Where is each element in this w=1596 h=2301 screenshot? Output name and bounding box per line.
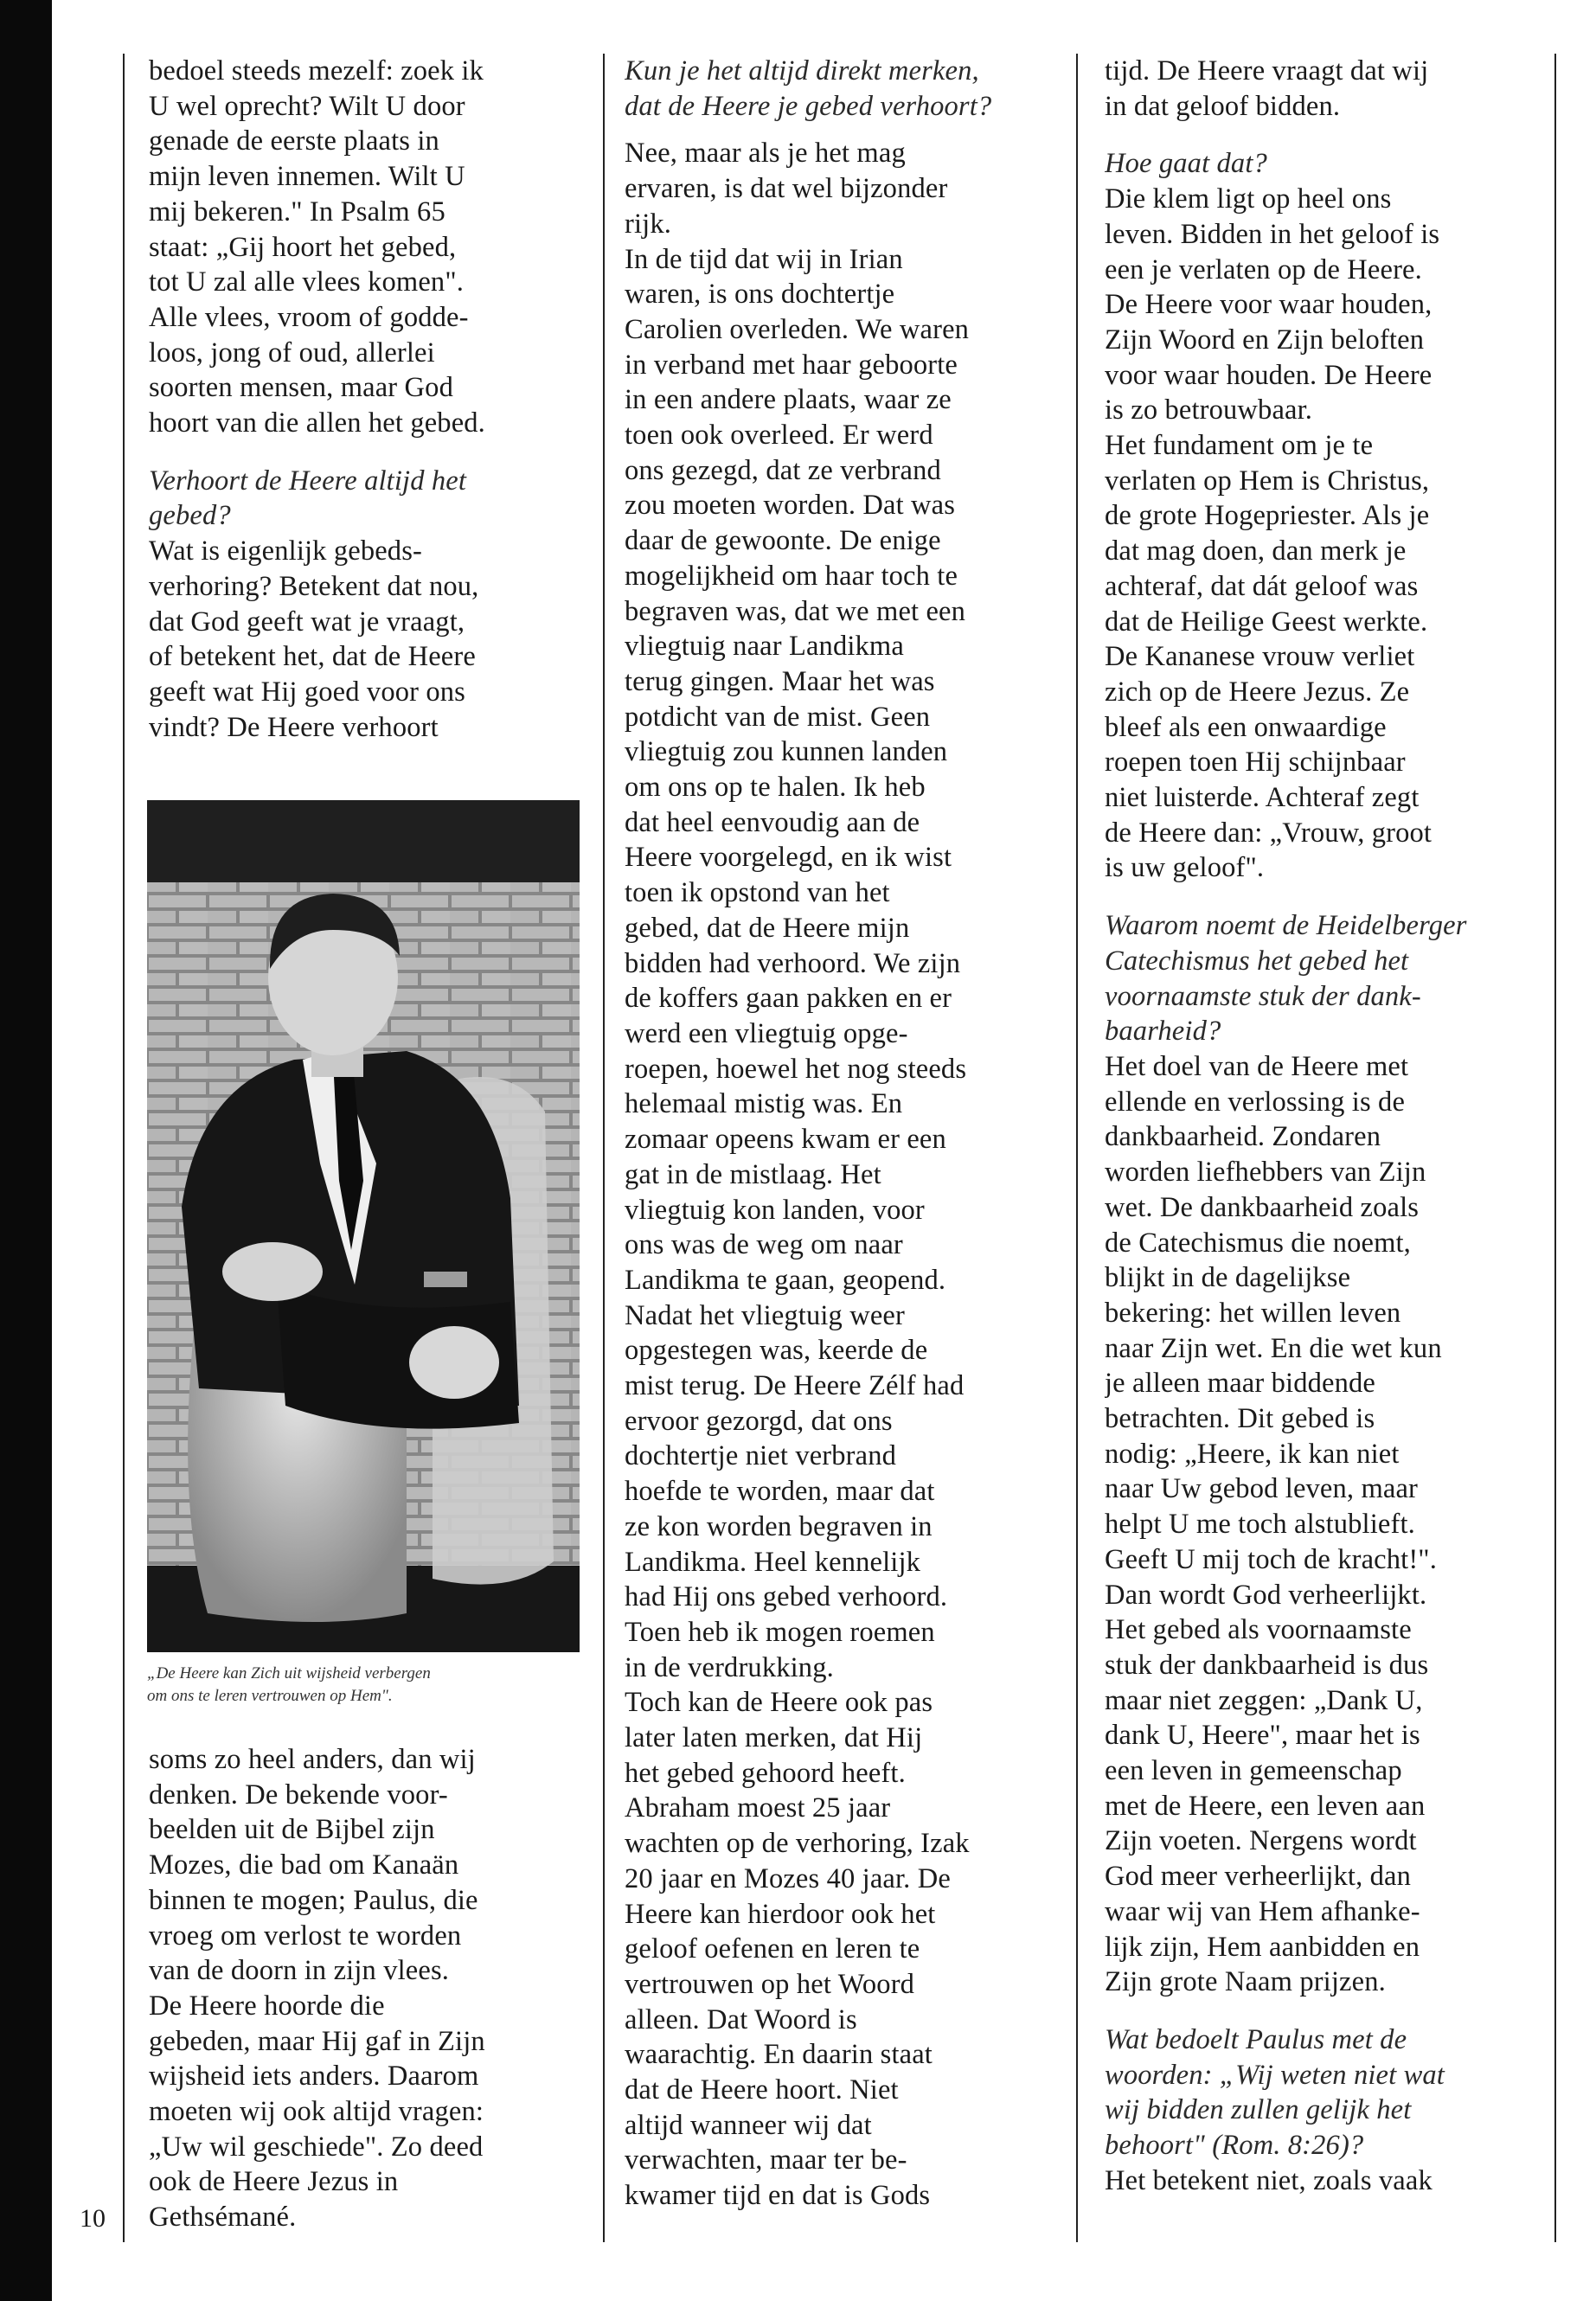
text-line: beelden uit de Bijbel zijn — [149, 1814, 435, 1846]
paragraph-gap — [1105, 886, 1546, 908]
text-line: ze kon worden begraven in — [625, 1510, 933, 1542]
paragraph-gap — [1105, 2000, 1546, 2022]
question-line: gebed? — [149, 500, 231, 532]
text-line: of betekent het, dat de Heere — [149, 641, 476, 673]
text-line: gat in de mistlaag. Het — [625, 1158, 881, 1190]
page-edge-bar — [0, 0, 52, 2301]
text-line: een je verlaten op de Heere. — [1105, 253, 1422, 285]
text-line: potdicht van de mist. Geen — [625, 701, 931, 733]
question-line: Verhoort de Heere altijd het — [149, 465, 467, 497]
text-line: begraven was, dat we met een — [625, 595, 966, 627]
text-line: moeten wij ook altijd vragen: — [149, 2096, 484, 2128]
text-line: dat de Heere hoort. Niet — [625, 2074, 899, 2106]
text-line: vertrouwen op het Woord — [625, 1968, 915, 2000]
text-line: Dan wordt God verheerlijkt. — [1105, 1579, 1427, 1611]
text-line: Heere kan hierdoor ook het — [625, 1898, 936, 1930]
text-line: opgestegen was, keerde de — [625, 1335, 928, 1367]
text-line: vroeg om verlost te worden — [149, 1920, 462, 1952]
text-line: soms zo heel anders, dan wij — [149, 1744, 476, 1775]
question-line: Catechismus het gebed het — [1105, 945, 1409, 977]
paragraph-gap — [1105, 124, 1546, 146]
column-rule-left — [123, 54, 125, 2242]
text-line: mist terug. De Heere Zélf had — [625, 1370, 965, 1402]
text-line: de Catechismus die noemt, — [1105, 1227, 1411, 1259]
text-line: een leven in gemeenschap — [1105, 1755, 1402, 1787]
text-line: dank U, Heere", maar het is — [1105, 1720, 1420, 1752]
text-line: terug gingen. Maar het was — [625, 665, 935, 697]
caption-line-2: om ons te leren vertrouwen op Hem". — [147, 1687, 393, 1705]
text-line: stuk der dankbaarheid is dus — [1105, 1649, 1429, 1681]
text-line: dat de Heilige Geest werkte. — [1105, 606, 1428, 638]
text-line: mogelijkheid om haar toch te — [625, 560, 958, 592]
text-line: is zo betrouwbaar. — [1105, 394, 1313, 426]
text-line: Nadat het vliegtuig weer — [625, 1299, 905, 1331]
text-line: betrachten. Dit gebed is — [1105, 1403, 1375, 1435]
text-line: Het doel van de Heere met — [1105, 1050, 1409, 1082]
text-line: Nee, maar als je het mag — [625, 138, 906, 170]
question-line: voornaamste stuk der dank- — [1105, 980, 1421, 1012]
question-line: wij bidden zullen gelijk het — [1105, 2094, 1412, 2126]
photo-man-in-chair — [147, 800, 580, 1652]
text-line: tijd. De Heere vraagt dat wij — [1105, 55, 1429, 87]
text-line: soorten mensen, maar God — [149, 372, 453, 404]
text-line: ons was de weg om naar — [625, 1229, 903, 1261]
text-line: In de tijd dat wij in Irian — [625, 243, 903, 275]
text-line: in de verdrukking. — [625, 1651, 834, 1683]
text-line: ervoor gezorgd, dat ons — [625, 1405, 893, 1437]
text-line: in verband met haar geboorte — [625, 349, 958, 381]
text-line: waarachtig. En daarin staat — [625, 2039, 933, 2071]
text-line: Zijn grote Naam prijzen. — [1105, 1966, 1386, 1998]
text-line: God meer verheerlijkt, dan — [1105, 1861, 1412, 1893]
text-line: zou moeten worden. Dat was — [625, 490, 956, 522]
text-line: vliegtuig zou kunnen landen — [625, 736, 948, 768]
text-line: dat heel eenvoudig aan de — [625, 806, 920, 838]
text-line: denken. De bekende voor- — [149, 1779, 448, 1811]
text-line: nodig: „Heere, ik kan niet — [1105, 1438, 1400, 1470]
text-line: om ons op te halen. Ik heb — [625, 772, 926, 804]
text-line: toen ik opstond van het — [625, 877, 890, 909]
text-line: is uw geloof". — [1105, 852, 1265, 884]
text-line: geeft wat Hij goed voor ons — [149, 676, 465, 708]
text-line: de grote Hogepriester. Als je — [1105, 500, 1430, 532]
text-line: rijk. — [625, 208, 672, 240]
question-line: Hoe gaat dat? — [1105, 148, 1267, 180]
text-line: blijkt in de dagelijkse — [1105, 1262, 1351, 1294]
paragraph-gap — [149, 441, 573, 464]
text-line: bidden had verhoord. We zijn — [625, 947, 961, 979]
text-line: leven. Bidden in het geloof is — [1105, 218, 1440, 250]
text-line: mij bekeren." In Psalm 65 — [149, 195, 445, 228]
text-line: ellende en verlossing is de — [1105, 1086, 1406, 1118]
text-line: bedoel steeds mezelf: zoek ik — [149, 55, 484, 87]
text-line: wachten op de verhoring, Izak — [625, 1828, 970, 1860]
text-line: verhoring? Betekent dat nou, — [149, 570, 479, 602]
column-1-top — [149, 54, 573, 745]
text-line: maar niet zeggen: „Dank U, — [1105, 1684, 1423, 1716]
column-rule-1 — [603, 54, 605, 2242]
text-line: voor waar houden. De Heere — [1105, 359, 1433, 391]
text-line: „Uw wil geschiede". Zo deed — [149, 2131, 484, 2163]
text-line: lijk zijn, Hem aanbidden en — [1105, 1931, 1420, 1963]
text-line: alleen. Dat Woord is — [625, 2003, 857, 2035]
question-line: Kun je het altijd direkt merken, — [625, 55, 979, 87]
text-line: verwachten, maar ter be- — [625, 2144, 907, 2176]
text-line: roepen toen Hij schijnbaar — [1105, 747, 1406, 779]
text-line: altijd wanneer wij dat — [625, 2109, 872, 2141]
text-line: wet. De dankbaarheid zoals — [1105, 1191, 1420, 1223]
text-line: De Heere hoorde die — [149, 1990, 385, 2022]
text-line: bekering: het willen leven — [1105, 1297, 1401, 1329]
text-line: vliegtuig kon landen, voor — [625, 1194, 925, 1226]
text-line: met de Heere, een leven aan — [1105, 1790, 1426, 1822]
text-line: Landikma te gaan, geopend. — [625, 1264, 946, 1296]
text-line: vliegtuig naar Landikma — [625, 631, 904, 663]
text-line: het gebed gehoord heeft. — [625, 1757, 906, 1789]
text-line: later laten merken, dat Hij — [625, 1722, 923, 1754]
text-line: helpt U me toch alstublieft. — [1105, 1509, 1415, 1541]
text-line: Wat is eigenlijk gebeds- — [149, 535, 422, 567]
text-line: dat God geeft wat je vraagt, — [149, 606, 465, 638]
text-line: Geeft U mij toch de kracht!". — [1105, 1543, 1438, 1575]
text-line: Alle vlees, vroom of godde- — [149, 301, 469, 333]
text-line: genade de eerste plaats in — [149, 125, 439, 157]
text-line: Toen heb ik mogen roemen — [625, 1616, 935, 1648]
text-line: Zijn voeten. Nergens wordt — [1105, 1825, 1417, 1857]
text-line: van de doorn in zijn vlees. — [149, 1955, 450, 1987]
text-line: tot U zal alle vlees komen". — [149, 266, 465, 298]
text-line: ervaren, is dat wel bijzonder — [625, 173, 948, 205]
text-line: daar de gewoonte. De enige — [625, 525, 941, 557]
column-1-bottom — [149, 1742, 573, 2235]
text-line: Abraham moest 25 jaar — [625, 1792, 891, 1824]
text-line: geloof oefenen en leren te — [625, 1933, 920, 1965]
text-line: waar wij van Hem afhanke- — [1105, 1895, 1420, 1927]
question-line: baarheid? — [1105, 1016, 1221, 1048]
text-line: roepen, hoewel het nog steeds — [625, 1053, 967, 1085]
photo-caption — [147, 1663, 580, 1708]
text-line: toen ook overleed. Er werd — [625, 420, 933, 452]
text-line: gebeden, maar Hij gaf in Zijn — [149, 2025, 485, 2057]
text-line: Die klem ligt op heel ons — [1105, 183, 1392, 215]
text-line: Landikma. Heel kennelijk — [625, 1546, 921, 1578]
text-line: waren, is ons dochtertje — [625, 279, 895, 311]
text-line: Het fundament om je te — [1105, 430, 1374, 462]
text-line: dochtertje niet verbrand — [625, 1440, 897, 1472]
text-line: de Heere dan: „Vrouw, groot — [1105, 817, 1433, 849]
text-line: loos, jong of oud, allerlei — [149, 336, 435, 369]
text-line: had Hij ons gebed verhoord. — [625, 1581, 948, 1613]
paragraph-gap — [625, 124, 1057, 136]
question-line: dat de Heere je gebed verhoort? — [625, 90, 992, 122]
question-line: Wat bedoelt Paulus met de — [1105, 2023, 1407, 2055]
column-3 — [1105, 54, 1546, 2198]
text-line: niet luisterde. Achteraf zegt — [1105, 782, 1420, 814]
text-line: ons gezegd, dat ze verbrand — [625, 454, 941, 486]
text-line: bleef als een onwaardige — [1105, 711, 1387, 743]
text-line: mijn leven innemen. Wilt U — [149, 161, 465, 193]
question-line: Waarom noemt de Heidelberger — [1105, 910, 1467, 942]
text-line: hoort van die allen het gebed. — [149, 407, 485, 439]
photo-illustration — [147, 800, 580, 1652]
text-line: achteraf, dat dát geloof was — [1105, 570, 1419, 602]
text-line: Gethsémané. — [149, 2202, 297, 2234]
text-line: Heere voorgelegd, en ik wist — [625, 842, 952, 874]
text-line: vindt? De Heere verhoort — [149, 711, 439, 743]
caption-line-1: „De Heere kan Zich uit wijsheid verbergen — [147, 1664, 431, 1682]
text-line: Toch kan de Heere ook pas — [625, 1687, 933, 1719]
text-line: De Heere voor waar houden, — [1105, 289, 1433, 321]
text-line: ook de Heere Jezus in — [149, 2166, 399, 2198]
column-rule-right — [1554, 54, 1556, 2242]
text-line: Het betekent niet, zoals vaak — [1105, 2164, 1433, 2196]
text-line: Zijn Woord en Zijn beloften — [1105, 324, 1425, 356]
text-line: verlaten op Hem is Christus, — [1105, 465, 1430, 497]
text-line: U wel oprecht? Wilt U door — [149, 90, 465, 122]
text-line: kwamer tijd en dat is Gods — [625, 2180, 931, 2212]
text-line: naar Zijn wet. En die wet kun — [1105, 1332, 1442, 1364]
text-line: De Kananese vrouw verliet — [1105, 641, 1415, 673]
text-line: Mozes, die bad om Kanaän — [149, 1849, 459, 1881]
page-number: 10 — [80, 2204, 106, 2233]
text-line: in een andere plaats, waar ze — [625, 384, 952, 416]
text-line: zomaar opeens kwam er een — [625, 1124, 946, 1156]
text-line: zich op de Heere Jezus. Ze — [1105, 676, 1410, 708]
text-line: binnen te mogen; Paulus, die — [149, 1884, 478, 1916]
question-line: woorden: „Wij weten niet wat — [1105, 2059, 1445, 2091]
text-line: dankbaarheid. Zondaren — [1105, 1121, 1381, 1153]
text-line: wijsheid iets anders. Daarom — [149, 2061, 479, 2093]
column-rule-2 — [1076, 54, 1078, 2242]
column-2 — [625, 54, 1057, 2214]
text-line: Het gebed als voornaamste — [1105, 1614, 1412, 1646]
text-line: in dat geloof bidden. — [1105, 90, 1341, 122]
text-line: de koffers gaan pakken en er — [625, 983, 952, 1015]
text-line: hoefde te worden, maar dat — [625, 1476, 935, 1508]
text-line: dat mag doen, dan merk je — [1105, 535, 1407, 567]
text-line: je alleen maar biddende — [1105, 1368, 1375, 1400]
text-line: helemaal mistig was. En — [625, 1088, 903, 1120]
text-line: worden liefhebbers van Zijn — [1105, 1157, 1426, 1189]
text-line: naar Uw gebod leven, maar — [1105, 1473, 1418, 1505]
question-line: behoort" (Rom. 8:26)? — [1105, 2130, 1364, 2162]
text-line: staat: „Gij hoort het gebed, — [149, 231, 457, 263]
text-line: gebed, dat de Heere mijn — [625, 912, 910, 944]
text-line: werd een vliegtuig opge- — [625, 1017, 908, 1049]
text-line: 20 jaar en Mozes 40 jaar. De — [625, 1862, 951, 1894]
text-line: Carolien overleden. We waren — [625, 313, 970, 345]
